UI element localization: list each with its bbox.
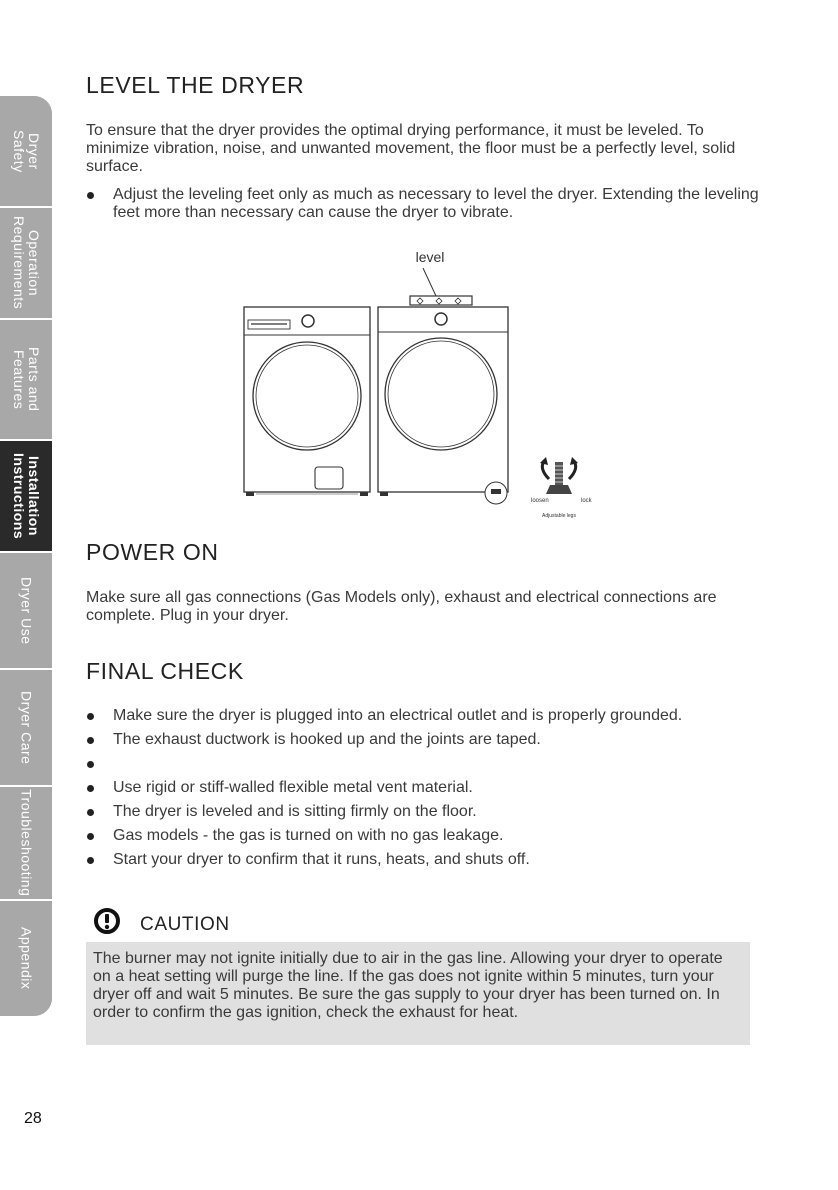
lock-label: lock	[581, 498, 592, 504]
list-item	[86, 755, 766, 773]
tab-dryer-safety[interactable]	[0, 96, 52, 208]
adjustable-legs-label: Adjustable legs	[542, 513, 576, 519]
side-tabs	[0, 96, 52, 1016]
list-item: Make sure the dryer is plugged into an electrical outlet and is properly grounded.	[86, 707, 766, 725]
tab-operation-requirements[interactable]	[0, 208, 52, 320]
tab-label: Dryer Use	[18, 576, 35, 645]
level-intro-text: To ensure that the dryer provides the optimal drying performance, it must be leveled. To minimize vibration, noise, and unwanted movement, the floor must be a perfectly level, solid surface.	[86, 122, 736, 175]
section-title-level: LEVEL THE DRYER	[86, 72, 305, 98]
power-text: Make sure all gas connections (Gas Models only), exhaust and electrical connections are complete. Plug in your dryer.	[86, 589, 717, 624]
page-number: 28	[24, 1110, 42, 1127]
leveling-illustration	[236, 246, 596, 526]
tab-parts-and-features[interactable]	[0, 320, 52, 441]
caution-text: The burner may not ignite initially due to air in the gas line. Allowing your dryer to operate on a heat setting will purge the line. If the gas does not ignite within 5 minutes, turn your dryer off and wait 5 minutes. Be sure the gas supply to your dryer has been turned on. In order to confirm the gas ignition, check the exhaust for heat.	[86, 942, 750, 1045]
caution-icon	[93, 907, 121, 935]
tab-troubleshooting[interactable]	[0, 787, 52, 901]
level-bullet-list	[86, 186, 766, 228]
list-item: Use rigid or stiff-walled flexible metal vent material.	[86, 779, 766, 797]
tab-appendix[interactable]	[0, 901, 52, 1016]
list-item: Adjust the leveling feet only as much as necessary to level the dryer. Extending the leveling feet more than necessary can cause the dryer to vibrate.	[86, 186, 766, 222]
tab-dryer-care[interactable]	[0, 670, 52, 787]
leveling-diagram	[236, 246, 596, 521]
tab-label: Parts and Features	[11, 347, 42, 412]
final-check-list	[86, 707, 766, 875]
tab-installation-instructions[interactable]	[0, 441, 52, 553]
dryer-icon	[378, 307, 508, 504]
adjustable-leg-icon	[540, 457, 578, 494]
list-item: The dryer is leveled and is sitting firmly on the floor.	[86, 803, 766, 821]
list-item: Gas models - the gas is turned on with no gas leakage.	[86, 827, 766, 845]
tab-label: Dryer Care	[18, 690, 35, 765]
section-title-power: POWER ON	[86, 539, 219, 565]
tab-dryer-use[interactable]	[0, 553, 52, 670]
loosen-label: loosen	[531, 498, 549, 504]
tab-label: Troubleshooting	[18, 789, 35, 897]
tab-label: Operation Requirements	[11, 216, 42, 310]
list-item: The exhaust ductwork is hooked up and the joints are taped.	[86, 731, 766, 749]
tab-label: Appendix	[18, 927, 35, 990]
tab-label: Dryer Safety	[11, 129, 42, 173]
level-label: level	[415, 249, 445, 265]
tab-label: Installation Instructions	[11, 452, 42, 540]
list-item: Start your dryer to confirm that it runs, heats, and shuts off.	[86, 851, 766, 869]
washer-icon	[244, 307, 370, 496]
section-title-final-check: FINAL CHECK	[86, 658, 244, 684]
caution-title: CAUTION	[140, 914, 230, 935]
